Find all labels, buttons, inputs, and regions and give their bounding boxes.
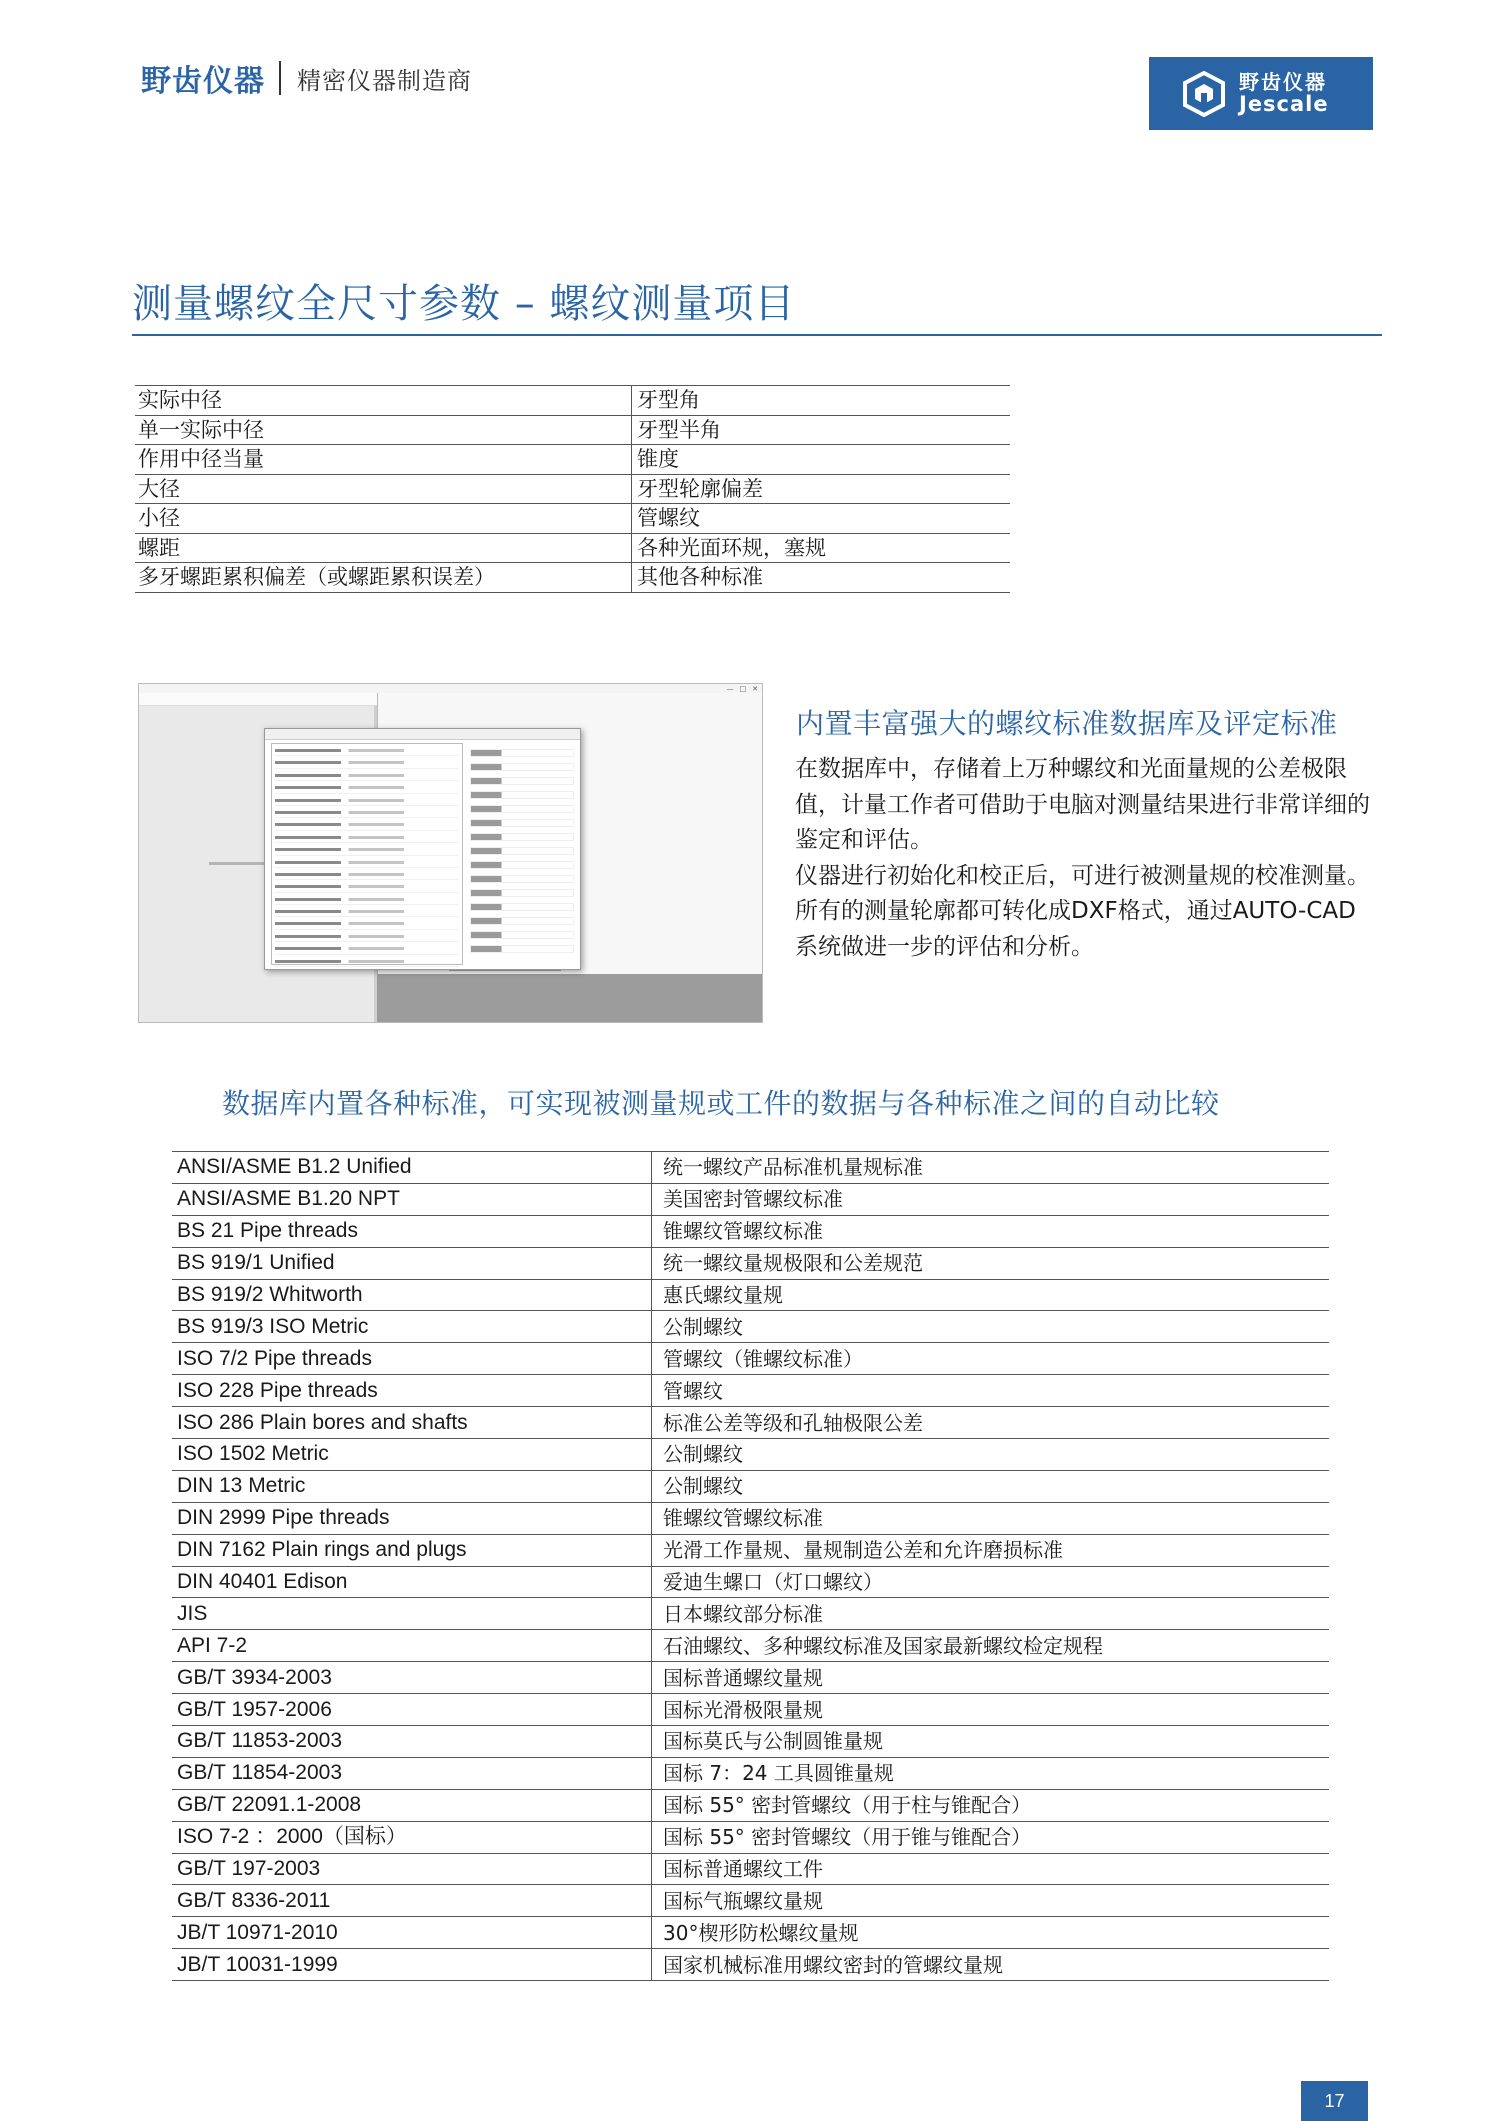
standard-description: 石油螺纹、多种螺纹标准及国家最新螺纹检定规程 <box>652 1630 1330 1662</box>
brand-slogan: 精密仪器制造商 <box>297 66 472 95</box>
feature-title: 内置丰富强大的螺纹标准数据库及评定标准 <box>796 707 1338 740</box>
standard-description: 惠氏螺纹量规 <box>652 1279 1330 1311</box>
table-row <box>172 1917 1329 1949</box>
form-field <box>470 819 574 827</box>
standard-code: GB/T 22091.1-2008 <box>172 1789 652 1821</box>
standard-description: 日本螺纹部分标准 <box>652 1598 1330 1630</box>
form-field <box>470 861 574 869</box>
list-item <box>275 769 459 781</box>
list-item <box>275 843 459 855</box>
standard-code: ISO 1502 Metric <box>172 1439 652 1471</box>
standard-description: 国标普通螺纹工件 <box>652 1853 1330 1885</box>
list-item <box>275 917 459 929</box>
company-logo <box>1149 57 1373 130</box>
feature-description <box>795 752 1375 965</box>
standards-dialog <box>264 728 581 970</box>
table-row <box>172 1949 1329 1981</box>
list-item <box>275 794 459 806</box>
list-item <box>275 756 459 768</box>
list-item <box>275 744 459 756</box>
standard-description: 标准公差等级和孔轴极限公差 <box>652 1407 1330 1439</box>
table-row <box>172 1502 1329 1534</box>
standards-table-body <box>172 1152 1329 1981</box>
table-row <box>172 1311 1329 1343</box>
table-row <box>172 1247 1329 1279</box>
standard-code: JIS <box>172 1598 652 1630</box>
standard-code: JB/T 10031-1999 <box>172 1949 652 1981</box>
table-row <box>172 1885 1329 1917</box>
table-row <box>172 1598 1329 1630</box>
parameter-form <box>470 743 574 963</box>
table-row <box>135 415 1010 445</box>
cube-logo-icon <box>1181 71 1227 117</box>
table-row <box>172 1407 1329 1439</box>
form-field <box>470 791 574 799</box>
brand-name: 野齿仪器 <box>141 64 265 99</box>
table-cell: 牙型角 <box>632 386 1011 416</box>
table-cell: 管螺纹 <box>632 504 1011 534</box>
form-field <box>470 945 574 953</box>
table-row <box>172 1183 1329 1215</box>
form-field <box>470 777 574 785</box>
standard-description: 国标气瓶螺纹量规 <box>652 1885 1330 1917</box>
table-cell: 其他各种标准 <box>632 563 1011 593</box>
table-row <box>172 1789 1329 1821</box>
table-cell: 各种光面环规，塞规 <box>632 533 1011 563</box>
standard-description: 锥螺纹管螺纹标准 <box>652 1215 1330 1247</box>
standard-description: 国标 7：24 工具圆锥量规 <box>652 1757 1330 1789</box>
page-number: 17 <box>1301 2081 1368 2121</box>
table-cell: 多牙螺距累积偏差（或螺距累积误差） <box>135 563 632 593</box>
standard-code: DIN 40401 Edison <box>172 1566 652 1598</box>
standard-code: API 7-2 <box>172 1630 652 1662</box>
form-field <box>470 903 574 911</box>
table-row <box>172 1662 1329 1694</box>
standard-description: 统一螺纹产品标准机量规标准 <box>652 1152 1330 1184</box>
standard-code: GB/T 197-2003 <box>172 1853 652 1885</box>
form-field <box>470 931 574 939</box>
brand-header <box>141 56 472 100</box>
table-cell: 牙型轮廓偏差 <box>632 474 1011 504</box>
section-title: 测量螺纹全尺寸参数 – 螺纹测量项目 <box>132 281 796 327</box>
form-field <box>470 763 574 771</box>
table-row <box>172 1694 1329 1726</box>
standard-description: 公制螺纹 <box>652 1470 1330 1502</box>
feature-paragraph: 仪器进行初始化和校正后，可进行被测量规的校准测量。 <box>795 862 1370 889</box>
standard-code: ISO 228 Pipe threads <box>172 1375 652 1407</box>
dialog-titlebar <box>265 729 580 740</box>
standard-description: 管螺纹（锥螺纹标准） <box>652 1343 1330 1375</box>
standard-description: 公制螺纹 <box>652 1439 1330 1471</box>
list-item <box>275 856 459 868</box>
table-row <box>172 1343 1329 1375</box>
table-row <box>172 1375 1329 1407</box>
table-cell: 单一实际中径 <box>135 415 632 445</box>
brand-divider <box>279 61 281 95</box>
standard-code: GB/T 1957-2006 <box>172 1694 652 1726</box>
standard-code: BS 919/1 Unified <box>172 1247 652 1279</box>
list-item <box>275 930 459 942</box>
standard-code: BS 21 Pipe threads <box>172 1215 652 1247</box>
standard-description: 国标 55° 密封管螺纹（用于锥与锥配合） <box>652 1821 1330 1853</box>
standard-code: ISO 286 Plain bores and shafts <box>172 1407 652 1439</box>
standard-description: 国标普通螺纹量规 <box>652 1662 1330 1694</box>
table-cell: 锥度 <box>632 445 1011 475</box>
standard-code: ISO 7-2 ：2000（国标） <box>172 1821 652 1853</box>
feature-paragraph: 所有的测量轮廓都可转化成DXF格式，通过AUTO-CAD系统做进一步的评估和分析。 <box>795 898 1356 960</box>
table-row <box>172 1534 1329 1566</box>
standard-description: 30°楔形防松螺纹量规 <box>652 1917 1330 1949</box>
list-item <box>275 806 459 818</box>
standard-code: DIN 7162 Plain rings and plugs <box>172 1534 652 1566</box>
table-row <box>135 504 1010 534</box>
measurement-items-table <box>135 385 1010 593</box>
table-row <box>135 445 1010 475</box>
table-cell: 实际中径 <box>135 386 632 416</box>
list-item <box>275 955 459 967</box>
list-item <box>275 831 459 843</box>
logo-chinese-name: 野齿仪器 <box>1239 69 1327 94</box>
table-row <box>172 1566 1329 1598</box>
standard-code: GB/T 8336-2011 <box>172 1885 652 1917</box>
table-row <box>135 386 1010 416</box>
form-field <box>470 749 574 757</box>
table-row <box>172 1853 1329 1885</box>
table-row <box>135 533 1010 563</box>
standard-code: BS 919/2 Whitworth <box>172 1279 652 1311</box>
form-field <box>470 805 574 813</box>
table-row <box>135 563 1010 593</box>
standard-description: 锥螺纹管螺纹标准 <box>652 1502 1330 1534</box>
standard-description: 国家机械标准用螺纹密封的管螺纹量规 <box>652 1949 1330 1981</box>
screenshot-gray-area <box>377 974 762 1022</box>
table-row <box>172 1821 1329 1853</box>
standard-code: ANSI/ASME B1.2 Unified <box>172 1152 652 1184</box>
table-row <box>172 1470 1329 1502</box>
form-field <box>470 889 574 897</box>
list-item <box>275 781 459 793</box>
standard-code: BS 919/3 ISO Metric <box>172 1311 652 1343</box>
standard-code: GB/T 3934-2003 <box>172 1662 652 1694</box>
table-row <box>172 1152 1329 1184</box>
table-cell: 牙型半角 <box>632 415 1011 445</box>
standard-description: 国标莫氏与公制圆锥量规 <box>652 1726 1330 1758</box>
table-cell: 小径 <box>135 504 632 534</box>
list-item <box>275 868 459 880</box>
standard-description: 国标 55° 密封管螺纹（用于柱与锥配合） <box>652 1789 1330 1821</box>
standard-code: DIN 13 Metric <box>172 1470 652 1502</box>
standard-code: ANSI/ASME B1.20 NPT <box>172 1183 652 1215</box>
table-row <box>172 1726 1329 1758</box>
form-field <box>470 917 574 925</box>
standards-heading: 数据库内置各种标准，可实现被测量规或工件的数据与各种标准之间的自动比较 <box>222 1087 1220 1120</box>
section-divider <box>132 334 1382 336</box>
standard-description: 光滑工作量规、量规制造公差和允许磨损标准 <box>652 1534 1330 1566</box>
software-screenshot <box>138 683 763 1023</box>
standards-list <box>271 743 463 965</box>
standard-code: JB/T 10971-2010 <box>172 1917 652 1949</box>
table-cell: 螺距 <box>135 533 632 563</box>
form-field <box>470 847 574 855</box>
standard-description: 美国密封管螺纹标准 <box>652 1183 1330 1215</box>
table-row <box>172 1757 1329 1789</box>
window-controls: — □ ✕ <box>726 685 758 693</box>
standard-description: 公制螺纹 <box>652 1311 1330 1343</box>
standards-table <box>172 1151 1329 1981</box>
standard-description: 国标光滑极限量规 <box>652 1694 1330 1726</box>
table-row <box>172 1215 1329 1247</box>
list-item <box>275 893 459 905</box>
standard-code: GB/T 11854-2003 <box>172 1757 652 1789</box>
list-item <box>275 880 459 892</box>
table-cell: 大径 <box>135 474 632 504</box>
table-row <box>172 1630 1329 1662</box>
standard-description: 爱迪生螺口（灯口螺纹） <box>652 1566 1330 1598</box>
list-item <box>275 905 459 917</box>
standard-description: 管螺纹 <box>652 1375 1330 1407</box>
logo-english-name: Jescale <box>1239 91 1329 116</box>
standard-code: GB/T 11853-2003 <box>172 1726 652 1758</box>
standard-description: 统一螺纹量规极限和公差规范 <box>652 1247 1330 1279</box>
standard-code: DIN 2999 Pipe threads <box>172 1502 652 1534</box>
list-item <box>275 818 459 830</box>
table-row <box>135 474 1010 504</box>
form-field <box>470 875 574 883</box>
list-item <box>275 942 459 954</box>
feature-paragraph: 在数据库中，存储着上万种螺纹和光面量规的公差极限值，计量工作者可借助于电脑对测量结果进行非常详细的鉴定和评估。 <box>795 756 1370 853</box>
logo-text <box>1239 69 1329 116</box>
form-field <box>470 833 574 841</box>
table-cell: 作用中径当量 <box>135 445 632 475</box>
standard-code: ISO 7/2 Pipe threads <box>172 1343 652 1375</box>
table-row <box>172 1279 1329 1311</box>
table-row <box>172 1439 1329 1471</box>
